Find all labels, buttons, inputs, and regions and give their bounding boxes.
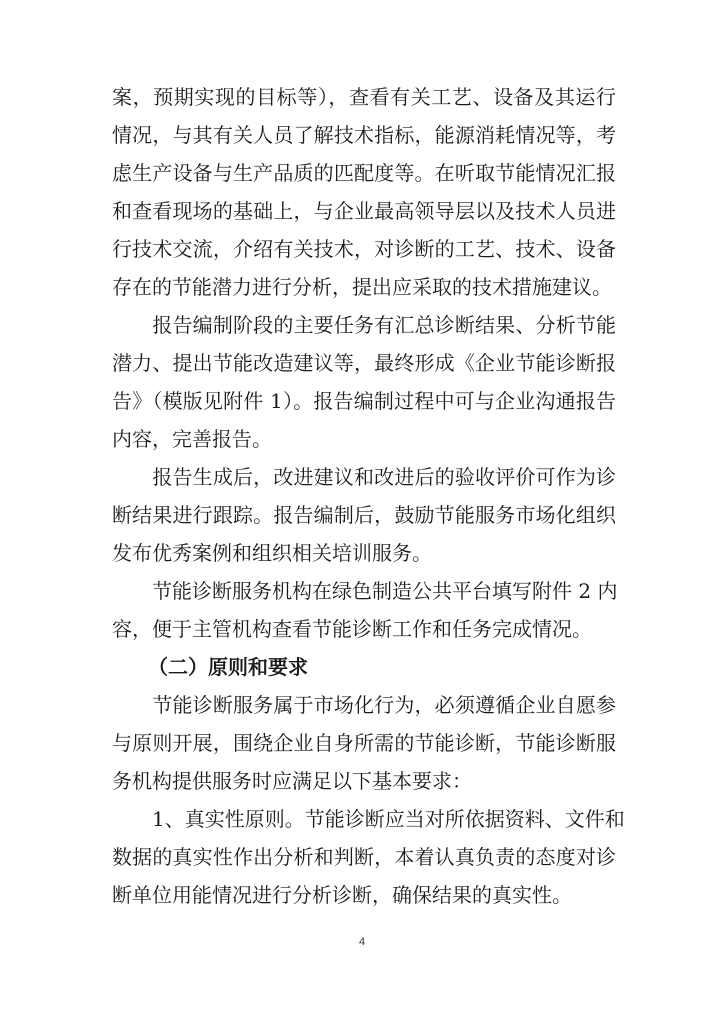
paragraph-3 bbox=[112, 458, 616, 572]
text-line: 报告编制阶段的主要任务有汇总诊断结果、分析节能 bbox=[112, 313, 616, 337]
text-line: 情况，与其有关人员了解技术指标，能源消耗情况等，考 bbox=[112, 123, 616, 147]
paragraph-2 bbox=[112, 306, 616, 458]
text-line: 与原则开展，围绕企业自身所需的节能诊断，节能诊断服 bbox=[112, 731, 616, 755]
text-line: 存在的节能潜力进行分析，提出应采取的技术措施建议。 bbox=[112, 275, 612, 299]
text-line: 和查看现场的基础上，与企业最高领导层以及技术人员进 bbox=[112, 199, 616, 223]
text-line: 节能诊断服务机构在绿色制造公共平台填写附件 2 内 bbox=[112, 579, 618, 603]
text-line: 报告生成后，改进建议和改进后的验收评价可作为诊 bbox=[112, 465, 616, 489]
text-line: 发布优秀案例和组织相关培训服务。 bbox=[112, 541, 432, 565]
text-line: 务机构提供服务时应满足以下基本要求： bbox=[112, 769, 472, 793]
text-line: 1、真实性原则。节能诊断应当对所依据资料、文件和 bbox=[112, 807, 625, 831]
text-line: 断单位用能情况进行分析诊断，确保结果的真实性。 bbox=[112, 883, 572, 907]
text-line: 告》（模版见附件 1）。报告编制过程中可与企业沟通报告 bbox=[112, 389, 616, 413]
text-line: 行技术交流，介绍有关技术，对诊断的工艺、技术、设备 bbox=[112, 237, 616, 261]
paragraph-1 bbox=[112, 78, 616, 306]
text-line: 虑生产设备与生产品质的匹配度等。在听取节能情况汇报 bbox=[112, 161, 616, 185]
text-line: 节能诊断服务属于市场化行为，必须遵循企业自愿参 bbox=[112, 693, 616, 717]
page-number: 4 bbox=[358, 936, 366, 948]
text-line: 数据的真实性作出分析和判断，本着认真负责的态度对诊 bbox=[112, 845, 616, 869]
text-line: 潜力、提出节能改造建议等，最终形成《企业节能诊断报 bbox=[112, 351, 616, 375]
text-line: 案，预期实现的目标等），查看有关工艺、设备及其运行 bbox=[112, 85, 616, 109]
text-line: 容，便于主管机构查看节能诊断工作和任务完成情况。 bbox=[112, 617, 592, 641]
paragraph-4 bbox=[112, 572, 616, 648]
document-page bbox=[112, 78, 625, 914]
text-line: 内容，完善报告。 bbox=[112, 427, 272, 451]
paragraph-6 bbox=[112, 800, 625, 914]
paragraph-5 bbox=[112, 686, 616, 800]
text-line: 断结果进行跟踪。报告编制后，鼓励节能服务市场化组织 bbox=[112, 503, 616, 527]
section-heading: （二）原则和要求 bbox=[148, 655, 308, 679]
